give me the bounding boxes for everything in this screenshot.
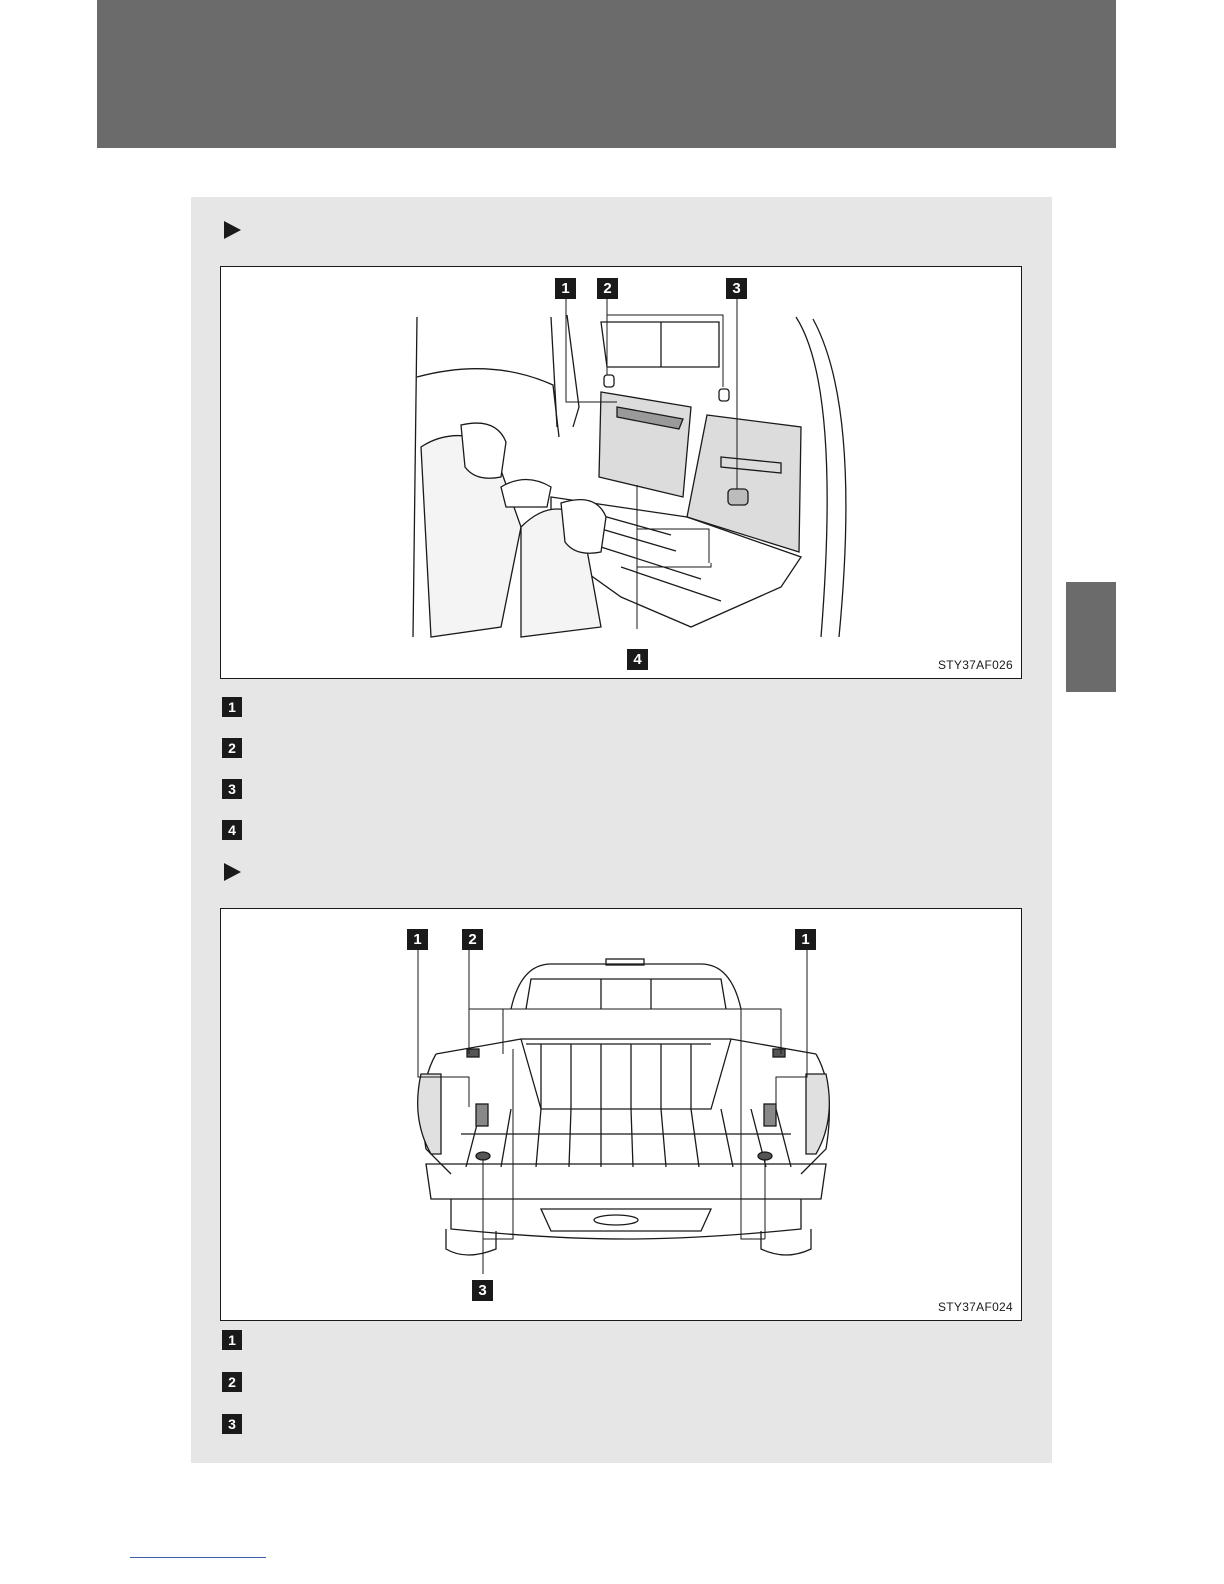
- figure1-callout-2: 2: [597, 278, 618, 299]
- legend2-item-2: 2: [222, 1372, 242, 1392]
- figure1-code: STY37AF026: [937, 658, 1013, 672]
- figure1-callout-3: 3: [726, 278, 747, 299]
- section-arrow-icon: [224, 221, 241, 239]
- legend2-item-1: 1: [222, 1330, 242, 1350]
- section-arrow-icon: [224, 863, 241, 881]
- figure2-callout-1-left: 1: [407, 929, 428, 950]
- legend2-item-3: 3: [222, 1414, 242, 1434]
- legend1-item-2: 2: [222, 738, 242, 758]
- page-header-band: [97, 0, 1116, 148]
- rear-seat-illustration: [221, 267, 1021, 678]
- figure2-callout-2: 2: [462, 929, 483, 950]
- figure1-callout-4: 4: [627, 649, 648, 670]
- figure-rear-seat-storage: [220, 266, 1022, 679]
- legend1-item-4: 4: [222, 820, 242, 840]
- chapter-tab: [1066, 582, 1116, 692]
- figure2-code: STY37AF024: [937, 1300, 1013, 1314]
- footer-link-underline: [130, 1557, 266, 1558]
- figure-truck-bed: [220, 908, 1022, 1321]
- figure2-callout-3: 3: [472, 1280, 493, 1301]
- legend1-item-3: 3: [222, 779, 242, 799]
- figure1-callout-1: 1: [555, 278, 576, 299]
- truck-bed-illustration: [221, 909, 1021, 1320]
- legend1-item-1: 1: [222, 697, 242, 717]
- figure2-callout-1-right: 1: [795, 929, 816, 950]
